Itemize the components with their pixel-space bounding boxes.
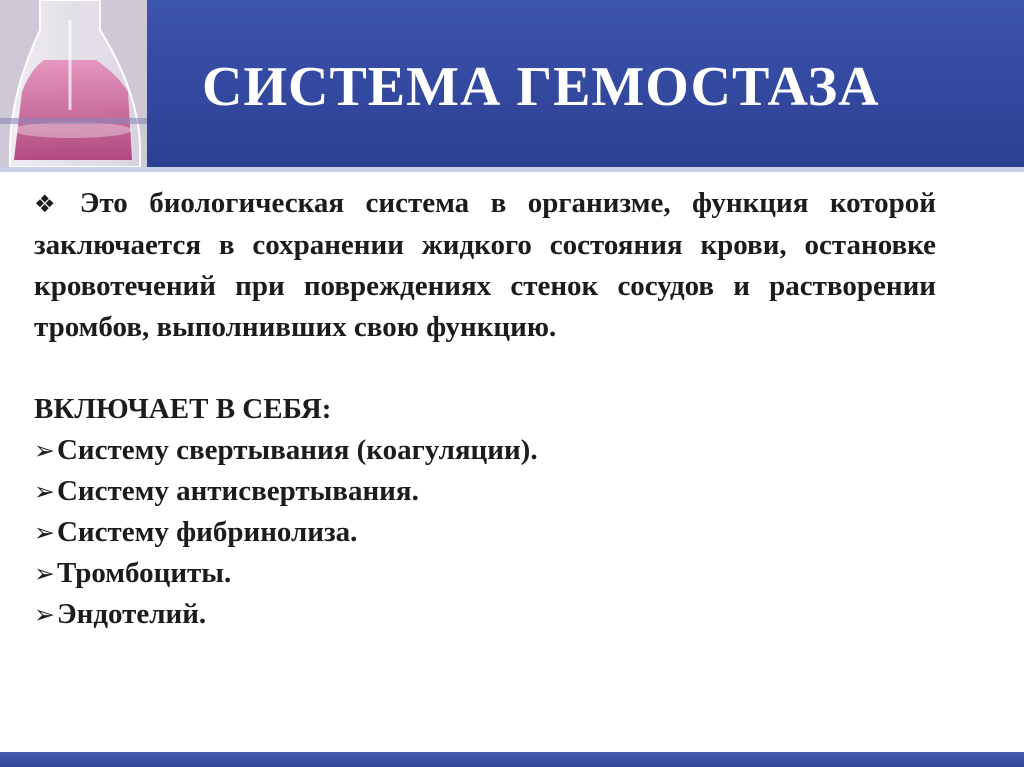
flask-image <box>0 0 147 167</box>
definition-text: Это биологическая система в организме, функция которой заключается в сохранении жидкого состояния крови, остановке кровотечений при повреждениях стенок сосудов и растворении тромбов, выполнивших свою функцию. <box>34 187 936 343</box>
definition-paragraph <box>34 183 936 348</box>
list-item-text: Тромбоциты. <box>56 557 232 589</box>
list-item-text: Систему фибринолиза. <box>56 516 358 548</box>
list-item-text: Систему антисвертывания. <box>56 475 419 507</box>
list-item <box>34 512 936 553</box>
arrowhead-bullet-icon: ➢ <box>34 559 55 588</box>
bottom-bar <box>0 752 1024 767</box>
arrowhead-bullet-icon: ➢ <box>34 518 55 547</box>
slide-body <box>34 183 936 635</box>
includes-heading: ВКЛЮЧАЕТ В СЕБЯ: <box>34 393 332 425</box>
laboratory-flask-icon <box>0 0 147 167</box>
arrowhead-bullet-icon: ➢ <box>34 436 55 465</box>
slide-title: СИСТЕМА ГЕМОСТАЗА <box>202 56 880 118</box>
header-divider <box>0 167 1024 172</box>
list-item-text: Систему свертывания (коагуляции). <box>56 434 538 466</box>
diamond-bullet-icon: ❖ <box>34 190 70 218</box>
list-item-text: Эндотелий. <box>56 598 207 630</box>
includes-list <box>34 430 936 635</box>
list-item <box>34 471 936 512</box>
arrowhead-bullet-icon: ➢ <box>34 600 55 629</box>
arrowhead-bullet-icon: ➢ <box>34 477 55 506</box>
title-banner <box>147 0 1024 167</box>
list-item <box>34 594 936 635</box>
list-item <box>34 553 936 594</box>
list-item <box>34 430 936 471</box>
paragraph-spacer <box>34 348 936 389</box>
